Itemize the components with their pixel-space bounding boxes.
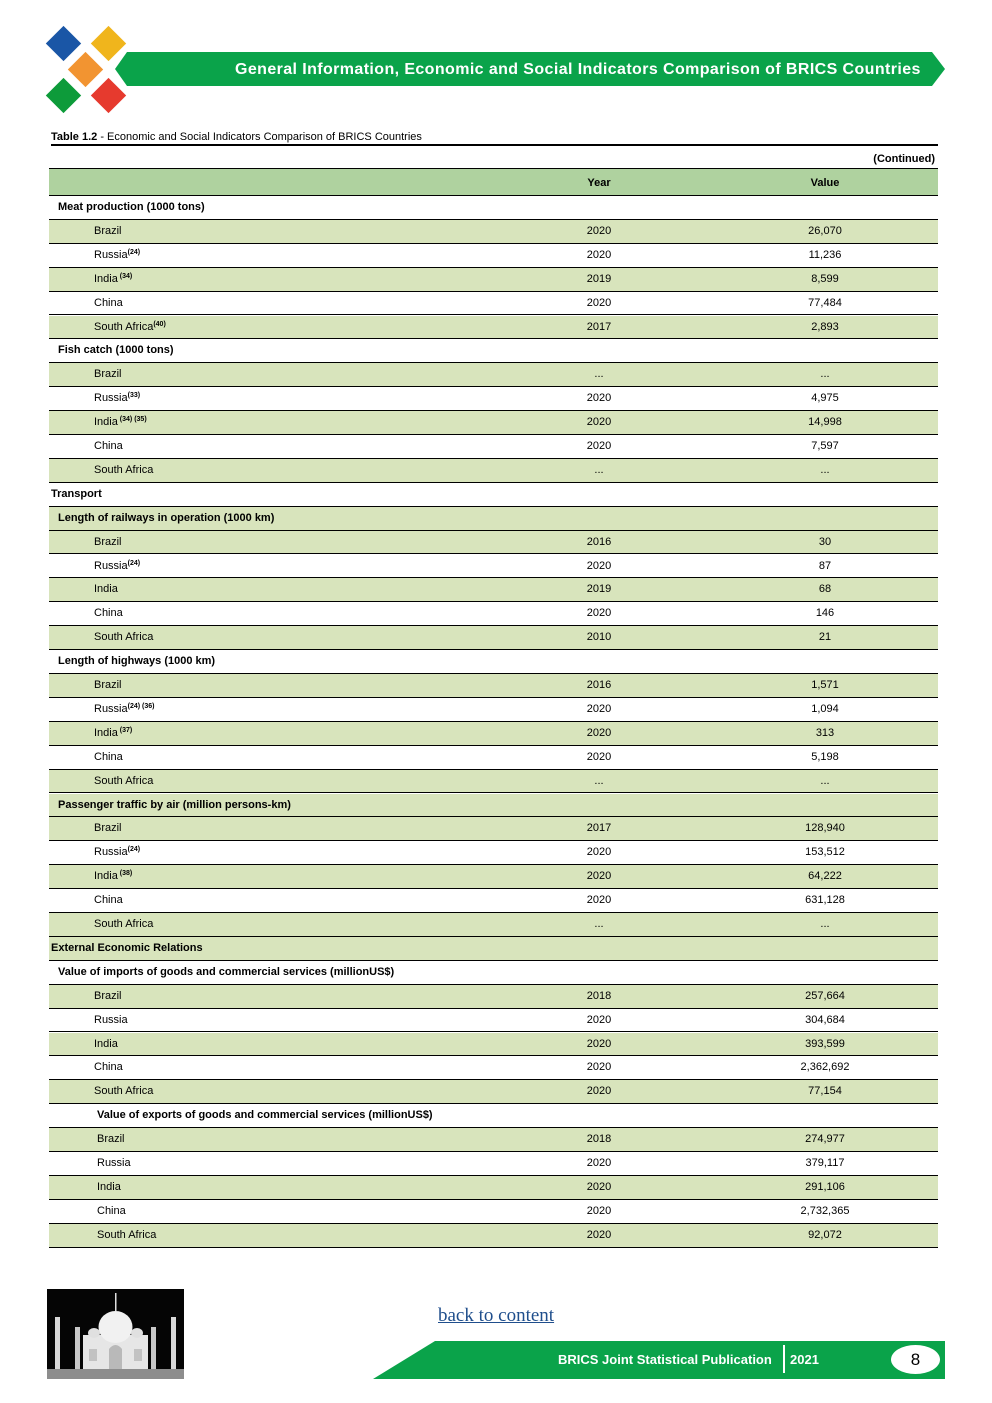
year-cell: 2017 [586,822,612,835]
table-row [49,1200,938,1224]
table-row [49,1009,938,1033]
section-label [58,799,291,811]
year-cell: ... [594,774,604,787]
value-cell: 153,512 [805,846,845,859]
value-cell: 274,977 [805,1133,845,1146]
year-cell: 2019 [586,272,612,285]
table-header-row [49,168,938,196]
year-cell: 2020 [586,726,612,739]
country-label [94,273,132,285]
value-cell: 8,599 [811,272,839,285]
country-label [94,1038,118,1050]
row-label-text: Brazil [94,368,122,381]
value-cell: 77,484 [808,296,842,309]
year-cell: ... [594,918,604,930]
section-label [51,942,203,954]
table-row [49,889,938,913]
year-cell: 2020 [586,870,612,883]
country-label [94,1085,153,1097]
country-label [94,679,122,691]
table-caption-text: - Economic and Social Indicators Comparison of BRICS Countries [97,131,422,143]
table-row [49,865,938,889]
country-label [94,894,123,906]
row-label-text: Transport [51,487,102,500]
page-number: 8 [910,1350,921,1369]
value-cell: ... [820,368,830,381]
section-label [97,1109,433,1121]
year-cell: 2019 [586,583,612,596]
table-number: Table 1.2 [51,131,98,143]
country-label [94,249,140,261]
row-label-text: China [94,894,123,907]
value-cell: 257,664 [805,989,845,1002]
section-label [58,966,394,978]
row-label-text: Fish catch (1000 tons) [58,344,174,357]
year-cell: 2020 [586,559,612,572]
year-cell: 2020 [586,296,612,309]
country-label [94,822,122,834]
row-label-text: South Africa [94,320,154,333]
section-label [58,655,215,667]
year-cell: 2018 [586,1133,612,1146]
column-header-year: Year [587,177,611,189]
value-cell: 1,571 [811,679,839,691]
value-cell: ... [820,918,830,930]
year-cell: 2017 [586,320,612,333]
table-row [49,387,938,411]
row-label-text: Passenger traffic by air (million persons-km) [58,798,291,811]
section-label [58,344,174,356]
footnote-reference: (24) [127,248,141,256]
taj-mahal-photo [47,1289,184,1379]
value-cell: 77,154 [808,1085,842,1098]
table-row [49,1080,938,1104]
row-label-text: Russia [94,392,128,405]
country-label [97,1157,131,1169]
header-title: General Information, Economic and Social Indicators Comparison of BRICS Countries [235,61,921,78]
table-row [49,1152,938,1176]
table-row [49,817,938,841]
value-cell: 21 [818,631,832,644]
row-label-text: Brazil [94,822,122,835]
year-cell: 2020 [586,1228,612,1241]
year-cell: 2020 [586,1013,612,1026]
logo-diamond-blue [46,26,81,61]
year-cell: 2020 [586,1085,612,1098]
row-label-text: Russia [94,1013,128,1026]
value-cell: 313 [815,726,835,739]
table-row [49,411,938,435]
country-label [97,1181,121,1193]
value-cell: ... [820,774,830,787]
country-label [94,536,122,548]
table-row [49,770,938,794]
value-cell: 87 [818,559,832,572]
year-cell: 2020 [586,1157,612,1169]
year-cell: 2016 [586,679,612,691]
value-cell: 2,732,365 [800,1204,850,1217]
country-label [94,631,153,643]
value-cell: 14,998 [808,416,842,429]
row-label-text: India [94,416,118,429]
country-label [97,1133,125,1145]
country-label [97,1205,126,1217]
value-cell: 291,106 [805,1180,845,1193]
row-label-text: India [94,870,118,883]
year-cell: 2020 [586,607,612,620]
row-label-text: China [97,1204,126,1217]
footer-year: 2021 [790,1352,819,1367]
row-label-text: South Africa [94,631,154,644]
row-label-text: India [94,1037,118,1050]
year-cell: 2020 [586,440,612,452]
value-cell: 379,117 [805,1157,845,1169]
year-cell: 2020 [586,1180,612,1193]
row-label-text: South Africa [97,1228,157,1241]
footnote-reference: (34) (35) [117,416,147,424]
table-row [49,1176,938,1200]
row-label-text: India [94,583,118,596]
value-cell: 30 [818,535,832,548]
table-row [49,435,938,459]
year-cell: 2020 [586,702,612,715]
year-cell: 2020 [586,248,612,261]
country-label [94,846,140,858]
footnote-reference: (24) (36) [127,702,155,710]
row-label-text: South Africa [94,463,154,476]
table-section-row [49,507,938,531]
country-label [94,464,153,476]
table-row [49,698,938,722]
footnote-reference: (40) [153,320,166,328]
row-label-text: South Africa [94,918,154,930]
year-cell: 2020 [586,392,612,405]
value-cell: 146 [815,607,835,620]
value-cell: 7,597 [811,440,839,452]
footer-separator [783,1345,785,1373]
logo-diamond-yellow [91,26,126,61]
table-row [49,531,938,555]
value-cell: 128,940 [805,822,845,835]
table-row [49,1128,938,1152]
country-label [94,416,147,428]
table-row [49,626,938,650]
row-label-text: Russia [94,248,128,261]
row-label-text: Value of imports of goods and commercial services (millionUS$) [58,965,395,978]
row-label-text: Russia [97,1157,131,1169]
year-cell: 2018 [586,989,612,1002]
country-label [94,918,153,930]
row-label-text: China [94,440,123,452]
footnote-reference: (24) [127,559,141,567]
country-label [94,1014,128,1026]
value-cell: 2,893 [811,320,839,333]
section-label [58,512,274,524]
country-label [94,560,140,572]
table-row [49,1033,938,1057]
table-top-rule [51,144,938,146]
year-cell: ... [594,368,604,381]
row-label-text: Value of exports of goods and commercial services (millionUS$) [97,1109,433,1122]
column-header-value: Value [810,177,840,189]
row-label-text: China [94,1061,123,1074]
country-label [94,321,166,333]
row-label-text: India [94,726,118,739]
footnote-reference: (38) [117,870,133,878]
year-cell: 2020 [586,416,612,429]
table-row [49,746,938,770]
country-label [94,727,132,739]
country-label [94,440,123,452]
row-label-text: Russia [94,702,128,715]
footnote-reference: (24) [127,846,141,854]
year-cell: ... [594,463,604,476]
table-section-row [49,339,938,363]
year-cell: 2020 [586,1204,612,1217]
table-row [49,602,938,626]
row-label-text: Brazil [94,679,122,691]
footnote-reference: (37) [117,726,133,734]
value-cell: ... [820,463,830,476]
footnote-reference: (34) [117,272,133,280]
country-label [94,1061,123,1073]
table-row [49,459,938,483]
row-label-text: Length of highways (1000 km) [58,655,216,668]
continued-note: (Continued) [873,153,935,165]
table-caption [51,131,422,143]
value-cell: 5,198 [811,750,839,763]
year-cell: 2020 [586,1037,612,1050]
row-label-text: South Africa [94,1085,154,1098]
year-cell: 2020 [586,1061,612,1074]
value-cell: 68 [818,583,832,596]
table-section-row [49,937,938,961]
row-label-text: China [94,607,123,620]
value-cell: 64,222 [808,870,842,883]
value-cell: 304,684 [805,1013,845,1026]
row-label-text: Brazil [94,224,122,237]
value-cell: 631,128 [805,894,845,907]
country-label [94,607,123,619]
country-label [94,870,132,882]
year-cell: 2010 [586,631,612,644]
table-section-row [49,1104,938,1128]
year-cell: 2016 [586,535,612,548]
section-label [58,201,205,213]
year-cell: 2020 [586,846,612,859]
country-label [94,368,122,380]
row-label-text: Russia [94,559,128,572]
year-cell: 2020 [586,894,612,907]
back-to-content-link[interactable]: back to content [438,1305,555,1326]
table-section-row [49,196,938,220]
value-cell: 2,362,692 [800,1061,850,1074]
logo-diamond-red [91,78,126,113]
section-label [51,488,102,500]
footer-publication: BRICS Joint Statistical Publication [558,1352,772,1367]
table-row [49,674,938,698]
country-label [94,297,123,309]
row-label-text: Brazil [97,1133,125,1146]
logo-diamond-green [46,78,81,113]
value-cell: 393,599 [805,1037,845,1050]
row-label-text: China [94,750,123,763]
row-label-text: Length of railways in operation (1000 km) [58,511,275,524]
value-cell: 1,094 [811,702,839,715]
value-cell: 4,975 [811,392,839,405]
country-label [94,990,122,1002]
table-row [49,578,938,602]
table-section-row [49,650,938,674]
table-row [49,913,938,937]
value-cell: 92,072 [808,1228,842,1241]
value-cell: 11,236 [808,248,842,261]
table-section-row [49,483,938,507]
row-label-text: South Africa [94,774,154,787]
row-label-text: Russia [94,846,128,859]
table-row [49,316,938,340]
country-label [97,1229,156,1241]
table-section-row [49,794,938,818]
footnote-reference: (33) [127,392,141,400]
table-row [49,363,938,387]
year-cell: 2020 [586,224,612,237]
row-label-text: Meat production (1000 tons) [58,201,205,213]
row-label-text: India [94,272,118,285]
row-label-text: Brazil [94,535,122,548]
table-row [49,1224,938,1248]
table-row [49,244,938,268]
row-label-text: China [94,296,123,309]
country-label [94,392,140,404]
year-cell: 2020 [586,750,612,763]
table-row [49,268,938,292]
table-row [49,841,938,865]
table-row [49,722,938,746]
row-label-text: Brazil [94,989,122,1002]
table-section-row [49,961,938,985]
country-label [94,703,154,715]
country-label [94,751,123,763]
country-label [94,225,122,237]
table-row [49,220,938,244]
country-label [94,583,118,595]
country-label [94,775,153,787]
row-label-text: India [97,1180,121,1193]
table-row [49,985,938,1009]
table-row [49,292,938,316]
table-row [49,555,938,579]
logo-diamond-orange [68,52,103,87]
value-cell: 26,070 [808,224,842,237]
row-label-text: External Economic Relations [51,941,203,954]
table-row [49,1056,938,1080]
